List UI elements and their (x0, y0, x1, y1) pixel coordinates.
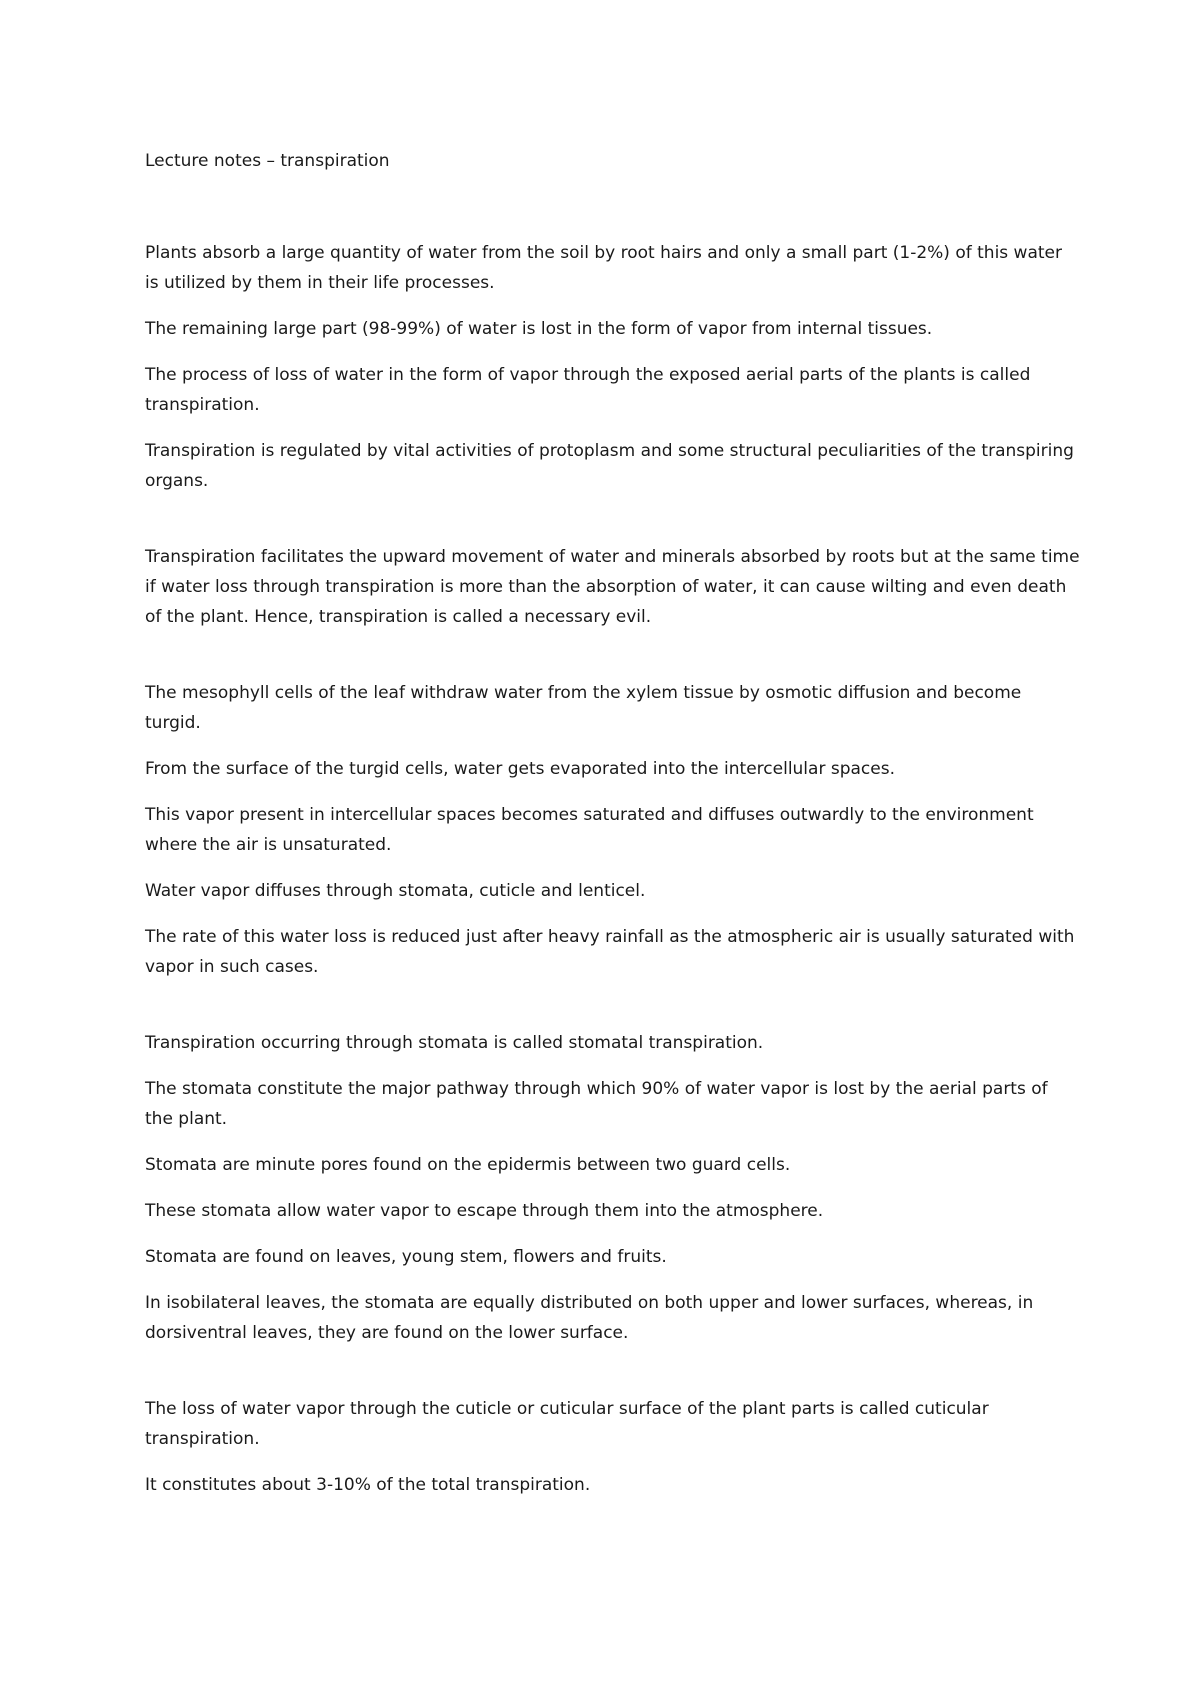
paragraph: The stomata constitute the major pathway through which 90% of water vapor is lost by the aerial parts of the plant. (145, 1079, 1048, 1129)
paragraph: The remaining large part (98-99%) of water is lost in the form of vapor from internal tissues. (145, 319, 933, 339)
paragraph: Transpiration is regulated by vital activities of protoplasm and some structural peculiarities of the transpiring organs. (145, 441, 1074, 491)
paragraph: The rate of this water loss is reduced just after heavy rainfall as the atmospheric air is usually saturated with vapor in such cases. (145, 927, 1075, 977)
document-title: Lecture notes – transpiration (145, 151, 390, 171)
paragraph: Stomata are found on leaves, young stem, flowers and fruits. (145, 1247, 667, 1267)
paragraph: Transpiration occurring through stomata is called stomatal transpiration. (145, 1033, 764, 1053)
paragraph: From the surface of the turgid cells, water gets evaporated into the intercellular spaces. (145, 759, 895, 779)
paragraph: These stomata allow water vapor to escape through them into the atmosphere. (145, 1201, 824, 1221)
paragraph: The mesophyll cells of the leaf withdraw water from the xylem tissue by osmotic diffusion and become turgid. (145, 683, 1022, 733)
paragraph: Water vapor diffuses through stomata, cuticle and lenticel. (145, 881, 646, 901)
paragraph: Transpiration facilitates the upward movement of water and minerals absorbed by roots but at the same time if water loss through transpiration is more than the absorption of water, it can cause wilting and even death of the plant. Hence, transpiration is called a necessary evil. (145, 547, 1080, 627)
paragraph: The loss of water vapor through the cuticle or cuticular surface of the plant parts is called cuticular transpiration. (145, 1399, 989, 1449)
paragraph: In isobilateral leaves, the stomata are equally distributed on both upper and lower surfaces, whereas, in dorsiventral leaves, they are found on the lower surface. (145, 1293, 1034, 1343)
paragraph: It constitutes about 3-10% of the total transpiration. (145, 1475, 591, 1495)
paragraph: Plants absorb a large quantity of water from the soil by root hairs and only a small part (1-2%) of this water is utilized by them in their life processes. (145, 243, 1062, 293)
paragraph: This vapor present in intercellular spaces becomes saturated and diffuses outwardly to the environment where the air is unsaturated. (145, 805, 1034, 855)
paragraph: Stomata are minute pores found on the epidermis between two guard cells. (145, 1155, 791, 1175)
paragraph: The process of loss of water in the form of vapor through the exposed aerial parts of the plants is called transpiration. (145, 365, 1031, 415)
